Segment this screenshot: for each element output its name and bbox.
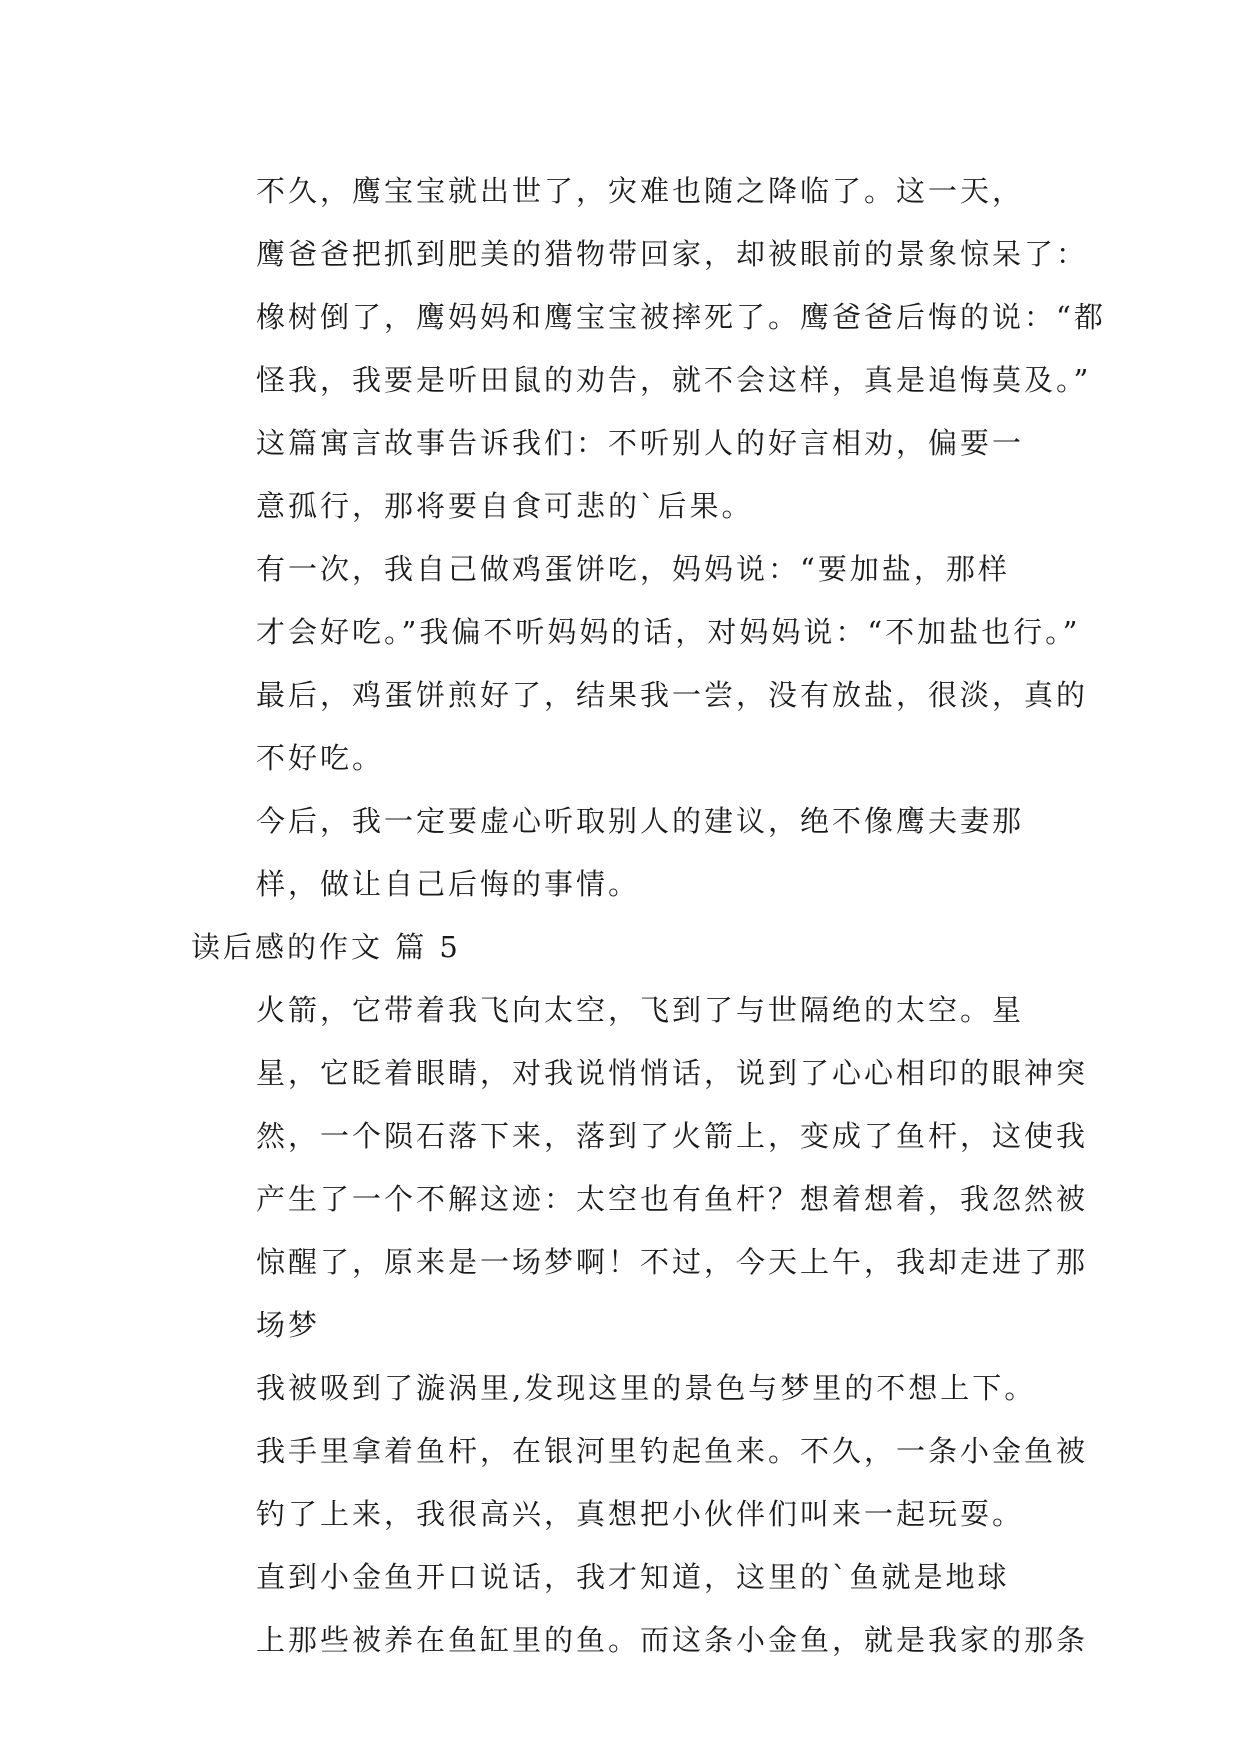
text-line: 怪我，我要是听田鼠的劝告，就不会这样，真是追悔莫及。”	[256, 363, 1092, 397]
text-line: 意孤行，那将要自食可悲的`后果。	[256, 489, 754, 523]
paragraph-moral	[191, 412, 1051, 538]
paragraph-goldfish	[191, 1546, 1089, 1672]
text-line: 不久，鹰宝宝就出世了，灾难也随之降临了。这一天，	[256, 174, 1025, 208]
text-line: 星，它眨着眼睛，对我说悄悄话，说到了心心相印的眼神突	[256, 1056, 1089, 1090]
text-line: 鹰爸爸把抓到肥美的猎物带回家，却被眼前的景象惊呆了：	[256, 237, 1089, 271]
text-line: 然，一个陨石落下来，落到了火箭上，变成了鱼杆，这使我	[256, 1119, 1089, 1153]
text-line: 上那些被养在鱼缸里的鱼。而这条小金鱼，就是我家的那条	[256, 1623, 1089, 1657]
section-heading: 读后感的作文 篇 5	[191, 930, 461, 964]
paragraph-egg-pancake	[191, 538, 1089, 790]
text-line: 橡树倒了，鹰妈妈和鹰宝宝被摔死了。鹰爸爸后悔的说：“都	[256, 300, 1106, 334]
document-body	[191, 160, 1106, 1672]
text-line: 我被吸到了漩涡里,发现这里的景色与梦里的不想上下。	[256, 1371, 1037, 1405]
text-line: 惊醒了，原来是一场梦啊！不过，今天上午，我却走进了那	[256, 1245, 1089, 1279]
text-line: 最后，鸡蛋饼煎好了，结果我一尝，没有放盐，很淡，真的	[256, 678, 1089, 712]
text-line: 今后，我一定要虚心听取别人的建议，绝不像鹰夫妻那	[256, 804, 1025, 838]
text-line: 这篇寓言故事告诉我们：不听别人的好言相劝，偏要一	[256, 426, 1025, 460]
text-line: 直到小金鱼开口说话，我才知道，这里的`鱼就是地球	[256, 1560, 1010, 1594]
text-line: 我手里拿着鱼杆，在银河里钓起鱼来。不久，一条小金鱼被	[256, 1434, 1089, 1468]
text-line: 火箭，它带着我飞向太空，飞到了与世隔绝的太空。星	[256, 993, 1025, 1027]
paragraph-whirlpool	[191, 1357, 1089, 1546]
text-line: 产生了一个不解这迹：太空也有鱼杆？想着想着，我忽然被	[256, 1182, 1089, 1216]
text-line: 钓了上来，我很高兴，真想把小伙伴们叫来一起玩耍。	[256, 1497, 1025, 1531]
paragraph-eagle-chicks	[191, 160, 1106, 412]
text-line: 样，做让自己后悔的事情。	[256, 867, 641, 901]
text-line: 场梦	[256, 1308, 321, 1342]
paragraph-rocket-dream	[191, 979, 1089, 1357]
paragraph-resolution	[191, 790, 1051, 916]
text-line: 有一次，我自己做鸡蛋饼吃，妈妈说：“要加盐，那样	[256, 552, 1010, 586]
text-line: 才会好吃。”我偏不听妈妈的话，对妈妈说：“不加盐也行。”	[256, 615, 1081, 649]
text-line: 不好吃。	[256, 741, 385, 775]
